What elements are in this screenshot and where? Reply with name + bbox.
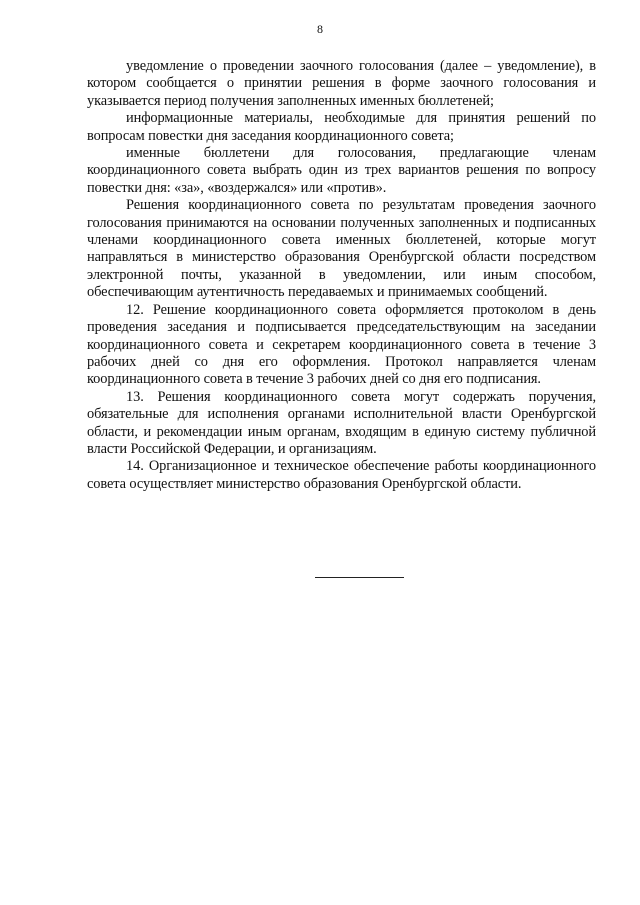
- paragraph-materials: информационные материалы, необходимые для принятия решений по вопросам повестки дня заседания координационного совета;: [87, 110, 596, 144]
- paragraph-notice: уведомление о проведении заочного голосования (далее – уведомление), в котором сообщается о принятии решения в форме заочного голосования и указывается период получения заполненных именных бюллетеней;: [87, 58, 596, 109]
- paragraph-absentee-decisions: Решения координационного совета по результатам проведения заочного голосования принимаются на основании полученных заполненных и подписанных членами координационного совета именных бюллетеней, которые могут направляться в министерство образования Оренбургской области посредством электронной почты, указанной в уведомлении, или иным способом, обеспечивающим аутентичность передаваемых и принимаемых сообщений.: [87, 197, 596, 301]
- paragraph-item-12: 12. Решение координационного совета оформляется протоколом в день проведения заседания и подписывается председательствующим на заседании координационного совета и секретарем координационного совета в течение 3 рабочих дней со дня его оформления. Протокол направляется членам координационного совета в течение 3 рабочих дней со дня его подписания.: [87, 301, 596, 388]
- paragraph-ballots: именные бюллетени для голосования, предлагающие членам координационного совета выбрать один из трех вариантов решения по вопросу повестки дня: «за», «воздержался» или «против».: [87, 145, 596, 196]
- document-body: [87, 58, 596, 493]
- paragraph-item-14: 14. Организационное и техническое обеспечение работы координационного совета осуществляет министерство образования Оренбургской области.: [87, 458, 596, 492]
- paragraph-item-13: 13. Решения координационного совета могут содержать поручения, обязательные для исполнения органами исполнительной власти Оренбургской области, и рекомендации иным органам, входящим в единую систему публичной власти Российской Федерации, и организациям.: [87, 388, 596, 457]
- end-divider: [315, 577, 404, 578]
- page-number: 8: [317, 22, 323, 36]
